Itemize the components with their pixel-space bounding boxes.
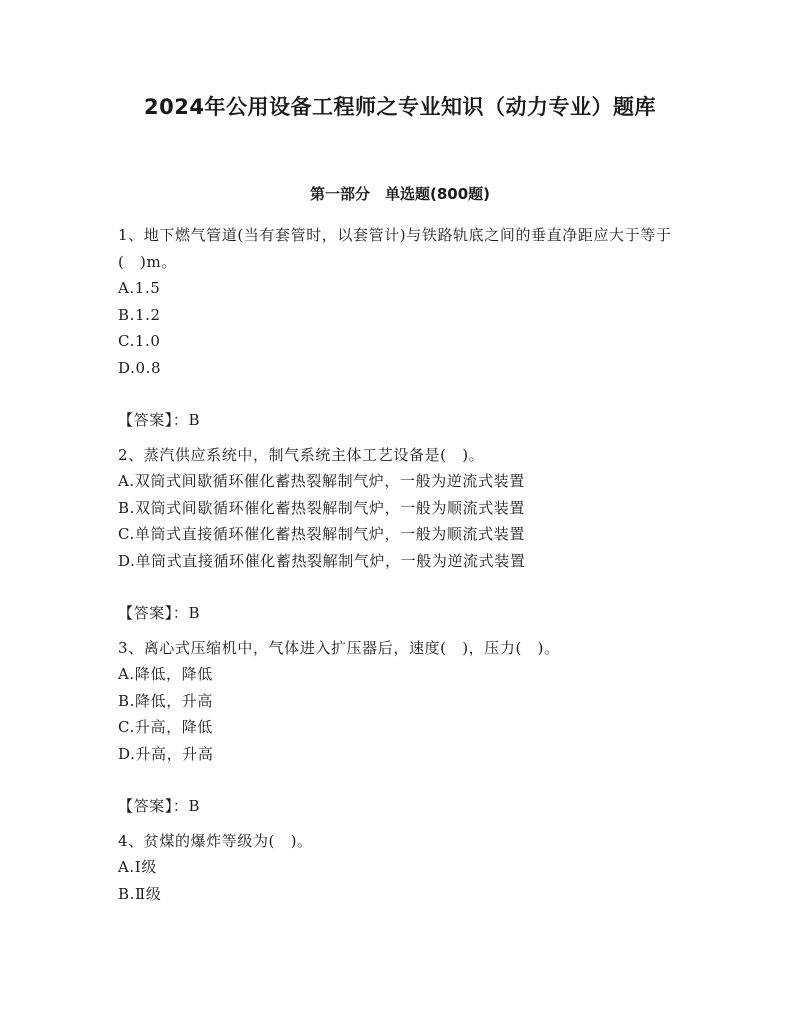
option-b: B.1.2 [118, 305, 161, 324]
option-a: A.双筒式间歇循环催化蓄热裂解制气炉，一般为逆流式装置 [118, 472, 525, 490]
answer-line [118, 407, 698, 434]
option-a: A.降低，降低 [118, 665, 213, 683]
question-stem: 1、地下燃气管道(当有套管时，以套管计)与铁路轨底之间的垂直净距应大于等于( )m。 [118, 226, 672, 271]
option-d: D.0.8 [118, 358, 162, 377]
answer-value: B [188, 411, 201, 429]
answer-value: B [188, 797, 201, 815]
question-4 [118, 828, 698, 908]
question-3 [118, 635, 698, 820]
answer-line [118, 793, 698, 820]
question-list [118, 222, 698, 907]
option-list [118, 468, 698, 574]
option-list [118, 275, 698, 381]
option-d: D.单筒式直接循环催化蓄热裂解制气炉，一般为逆流式装置 [118, 551, 526, 570]
question-stem: 3、离心式压缩机中，气体进入扩压器后，速度( )，压力( )。 [118, 638, 560, 657]
option-b: B.双筒式间歇循环催化蓄热裂解制气炉，一般为顺流式装置 [118, 498, 525, 517]
question-stem: 4、贫煤的爆炸等级为( )。 [118, 831, 313, 850]
option-a: A.1.5 [118, 279, 161, 297]
option-list [118, 661, 698, 767]
answer-label: 【答案】： [118, 411, 189, 429]
answer-line [118, 600, 698, 627]
section-title: 第一部分 单选题(800题) [309, 185, 491, 203]
question-1 [118, 222, 698, 434]
option-list [118, 854, 698, 907]
document-title: 2024年公用设备工程师之专业知识（动力专业）题库 [144, 95, 656, 119]
option-c: C.升高，降低 [118, 718, 213, 736]
answer-label: 【答案】： [118, 604, 189, 622]
answer-label: 【答案】： [118, 797, 189, 815]
option-c: C.单筒式直接循环催化蓄热裂解制气炉，一般为顺流式装置 [118, 525, 525, 543]
question-stem: 2、蒸汽供应系统中，制气系统主体工艺设备是( )。 [118, 445, 485, 464]
option-d: D.升高，升高 [118, 744, 214, 763]
option-a: A.Ⅰ级 [118, 858, 157, 876]
question-2 [118, 442, 698, 627]
option-c: C.1.0 [118, 332, 161, 350]
option-b: B.降低，升高 [118, 691, 213, 710]
answer-value: B [188, 604, 201, 622]
option-b: B.Ⅱ级 [118, 884, 162, 903]
